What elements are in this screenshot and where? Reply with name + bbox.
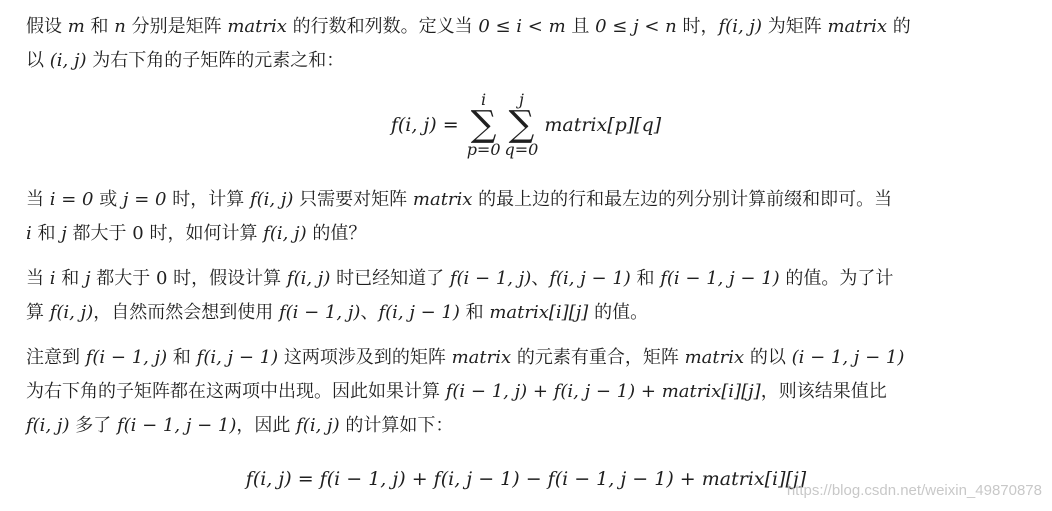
text-line — [26, 296, 1026, 330]
math: f(i, j) — [49, 302, 94, 323]
text: 都大于 — [66, 223, 133, 244]
math: f(i, j) — [26, 415, 70, 436]
text: 时已经知道了 — [330, 268, 450, 289]
math: f(i − 1, j) — [449, 268, 532, 289]
text-line — [26, 341, 1026, 375]
text: 或 — [93, 189, 123, 210]
text: 时，如何计算 — [143, 223, 264, 244]
math: i = 0 — [49, 189, 94, 210]
sum-upper-limit: i — [481, 90, 487, 109]
math: (i − 1, j − 1) — [791, 347, 905, 368]
paragraph-base-case — [26, 183, 1026, 251]
text-line — [26, 409, 1026, 443]
math: f(i, j) — [296, 415, 340, 436]
math: n — [114, 16, 126, 37]
math: f(i − 1, j) — [85, 347, 168, 368]
math: matrix[i][j] — [489, 302, 589, 323]
math-recurrence: f(i, j) = f(i − 1, j) + f(i, j − 1) − f(i − 1, j − 1) + matrix[i][j] — [245, 468, 807, 490]
text: 算 — [26, 302, 50, 323]
text: 都大于 — [90, 268, 156, 289]
sum-lower-limit: q=0 — [504, 140, 539, 159]
text: 只需要对矩阵 — [293, 189, 413, 210]
math: f(i − 1, j − 1) — [660, 268, 780, 289]
text: 的计算如下： — [339, 415, 454, 436]
math: f(i − 1, j − 1) — [116, 415, 237, 436]
math: 0 — [132, 223, 144, 244]
text: 为矩阵 — [762, 16, 828, 37]
math: f(i − 1, j) — [278, 302, 361, 323]
math: matrix — [412, 189, 473, 210]
math: f(i, j) — [249, 189, 294, 210]
text: 时，计算 — [166, 189, 250, 210]
text-line — [26, 44, 1026, 78]
text: ，因此 — [236, 415, 297, 436]
paragraph-overlap — [26, 341, 1026, 443]
text: 的最上边的行和最左边的列分别计算前缀和即可。当 — [472, 189, 893, 210]
text: 和 — [167, 347, 197, 368]
text: 和 — [84, 16, 115, 37]
text: ，则该结果值比 — [760, 381, 887, 402]
math: f(i, j) — [286, 268, 331, 289]
sigma-symbol: ∑ — [470, 104, 497, 145]
text: 的值。为了计 — [779, 268, 894, 289]
summation-inner — [505, 92, 539, 158]
text-line — [26, 217, 1026, 251]
math: 0 — [156, 268, 168, 289]
text: 当 — [26, 268, 50, 289]
text: 以 — [26, 50, 50, 71]
math-lhs: f(i, j) = — [390, 114, 459, 136]
text: 为右下角的子矩阵都在这两项中出现。因此如果计算 — [26, 381, 446, 402]
math-rhs: matrix[p][q] — [544, 114, 662, 136]
text: 的 — [887, 16, 911, 37]
sum-upper-limit: j — [518, 90, 524, 109]
text: 的值。 — [588, 302, 649, 323]
text: 的以 — [744, 347, 792, 368]
math: f(i, j) — [718, 16, 763, 37]
text: 、 — [360, 302, 379, 323]
text: 的元素有重合，矩阵 — [511, 347, 685, 368]
text: 为右下角的子矩阵的元素之和： — [86, 50, 345, 71]
text-line — [26, 262, 1026, 296]
text: 假设 — [26, 16, 68, 37]
text: 且 — [565, 16, 596, 37]
math: matrix — [227, 16, 287, 37]
text: 的值？ — [306, 223, 367, 244]
math: matrix — [451, 347, 512, 368]
math: f(i − 1, j) + f(i, j − 1) + matrix[i][j] — [445, 381, 761, 402]
math: f(i, j − 1) — [549, 268, 631, 289]
summation-outer — [467, 92, 501, 158]
math: f(i, j − 1) — [378, 302, 460, 323]
text: 时， — [676, 16, 719, 37]
math: i — [26, 223, 32, 244]
text-line — [26, 10, 1026, 44]
math: matrix — [827, 16, 888, 37]
math: 0 ≤ j < n — [595, 16, 677, 37]
text: 、 — [531, 268, 550, 289]
sigma-symbol: ∑ — [508, 104, 535, 145]
text: 分别是矩阵 — [125, 16, 228, 37]
text-line — [26, 375, 1026, 409]
math: 0 ≤ i < m — [478, 16, 566, 37]
math: f(i, j) — [263, 223, 307, 244]
text: 的行数和列数。定义当 — [286, 16, 479, 37]
text-line — [26, 183, 1026, 217]
text: 和 — [31, 223, 62, 244]
text: 多了 — [69, 415, 117, 436]
sum-expression — [391, 92, 661, 158]
text: 这两项涉及到的矩阵 — [278, 347, 452, 368]
text: 时，假设计算 — [167, 268, 287, 289]
text: ，自然而然会想到使用 — [93, 302, 279, 323]
math: (i, j) — [49, 50, 87, 71]
math: f(i, j − 1) — [196, 347, 279, 368]
equation-sum-definition — [26, 92, 1026, 158]
paragraph-recurrence-idea — [26, 262, 1026, 330]
math: i — [49, 268, 56, 289]
sum-lower-limit: p=0 — [466, 140, 501, 159]
math: matrix — [684, 347, 745, 368]
text: 注意到 — [26, 347, 86, 368]
watermark-url: https://blog.csdn.net/weixin_49870878 — [786, 482, 1042, 499]
math: m — [67, 16, 85, 37]
math: j — [61, 223, 67, 244]
text: 当 — [26, 189, 50, 210]
text: 和 — [459, 302, 490, 323]
text: 和 — [630, 268, 661, 289]
text: 和 — [55, 268, 85, 289]
math: j — [84, 268, 91, 289]
math: j = 0 — [122, 189, 167, 210]
paragraph-definition — [26, 10, 1026, 78]
